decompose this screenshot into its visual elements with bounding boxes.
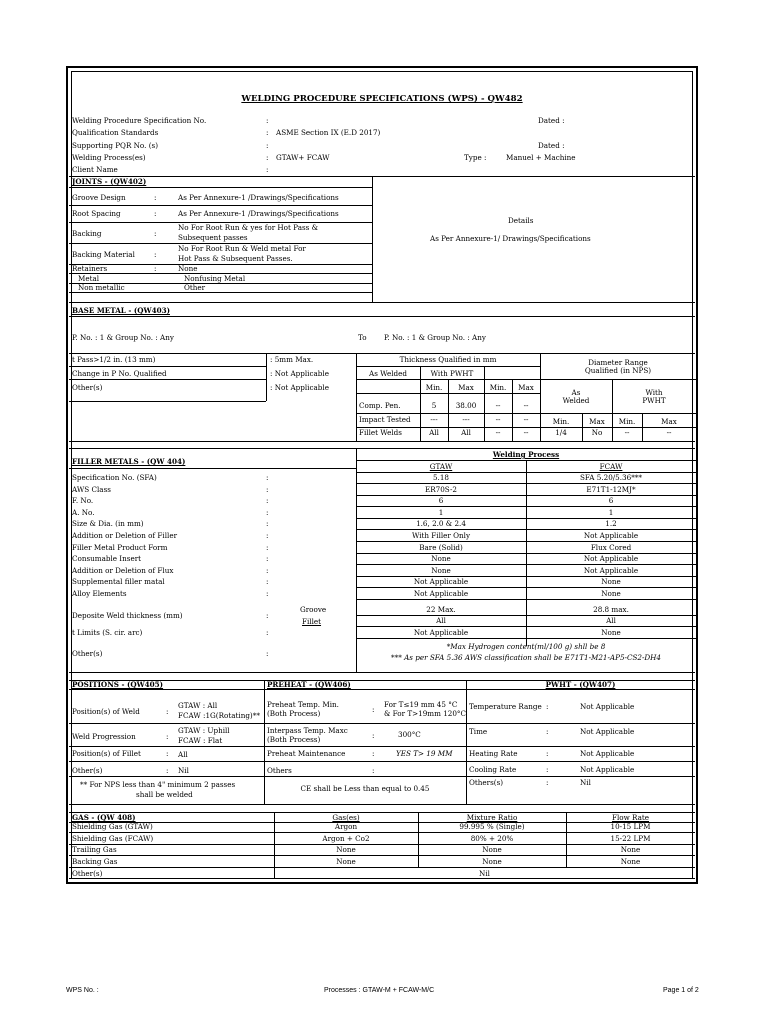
divider xyxy=(69,302,695,303)
pwht-cooling-label: Cooling Rate xyxy=(469,765,517,774)
divider xyxy=(69,441,695,442)
wps-no-label: Welding Procedure Specification No. xyxy=(72,116,207,125)
deposit-fillet-gtaw: All xyxy=(436,616,446,625)
backing-value: Subsequent passes xyxy=(178,233,248,242)
gas-row-gas: None xyxy=(336,857,356,866)
filler-row-fcaw: E71T1-12MJ* xyxy=(586,485,636,494)
pwht-time-label: Time xyxy=(469,727,488,736)
divider xyxy=(69,264,372,265)
preheat-min-value: For T≤19 mm 45 °C xyxy=(384,700,458,709)
change-pno-value: : Not Applicable xyxy=(270,369,329,378)
client-label: Client Name xyxy=(72,165,118,174)
colon: : xyxy=(266,116,269,125)
gas-row-mixture: 99.995 % (Single) xyxy=(459,822,525,831)
divider xyxy=(356,518,696,519)
groove-label: Groove Design xyxy=(72,193,126,202)
filler-row-label: F. No. xyxy=(72,496,94,505)
colon: : xyxy=(266,577,269,586)
with-pwht-dia-head: PWHT xyxy=(642,396,666,405)
filler-row-fcaw: 1 xyxy=(608,508,614,517)
comp-pen-value: -- xyxy=(495,401,501,410)
dated-label: Dated : xyxy=(538,116,565,125)
divider xyxy=(466,746,695,747)
divider xyxy=(69,176,695,177)
divider xyxy=(69,761,264,762)
filler-row-fcaw: 6 xyxy=(608,496,614,505)
max-head: Max xyxy=(458,383,474,392)
filler-row-fcaw: Not Applicable xyxy=(583,531,639,540)
positions-heading: POSITIONS - (QW405) xyxy=(72,680,164,689)
positions-note: ** For NPS less than 4" minimum 2 passes xyxy=(80,780,236,789)
tpass-value: : 5mm Max. xyxy=(270,355,314,364)
divider xyxy=(264,746,466,747)
colon: : xyxy=(372,766,375,775)
with-pwht-head: With PWHT xyxy=(430,369,474,378)
gas-others-value: Nil xyxy=(479,869,490,878)
metal-label: Metal xyxy=(78,274,100,283)
colon: : xyxy=(154,229,157,238)
colon: : xyxy=(154,264,157,273)
divider xyxy=(266,353,267,401)
divider xyxy=(69,672,695,673)
filler-row-gtaw: None xyxy=(431,566,451,575)
colon: : xyxy=(372,705,375,714)
filler-others-label: Other(s) xyxy=(72,649,103,658)
divider xyxy=(356,483,696,484)
divider xyxy=(356,495,696,496)
filler-row-fcaw: None xyxy=(601,589,621,598)
pno-from: P. No. : 1 & Group No. : Any xyxy=(72,333,174,342)
gas-row-mixture: None xyxy=(482,845,502,854)
divider xyxy=(372,176,373,302)
filler-row-gtaw: 1 xyxy=(438,508,444,517)
divider xyxy=(356,529,696,530)
fillet-sub-label: Fillet xyxy=(302,617,322,626)
divider xyxy=(69,723,264,724)
thickness-head: Thickness Qualified in mm xyxy=(399,355,497,364)
divider xyxy=(69,804,695,805)
filler-row-fcaw: 1.2 xyxy=(605,519,617,528)
interpass-label: (Both Process) xyxy=(267,735,321,744)
divider xyxy=(69,746,264,747)
tlimits-label: t Limits (S. cir. arc) xyxy=(72,628,143,637)
filler-row-label: AWS Class xyxy=(72,485,111,494)
gas-row-label: Trailing Gas xyxy=(72,845,117,854)
divider xyxy=(356,379,696,380)
ce-note: CE shall be Less than equal to 0.45 xyxy=(300,784,430,793)
pos-weld-value: FCAW :1G(Rotating)** xyxy=(178,711,260,720)
gas-row-gas: Argon xyxy=(334,822,358,831)
deposit-fillet-fcaw: All xyxy=(606,616,616,625)
pos-others-label: Other(s) xyxy=(72,766,103,775)
with-pwht-dia-head: With xyxy=(645,388,663,397)
divider xyxy=(69,468,356,469)
divider xyxy=(264,776,466,777)
fillet-welds-value: All xyxy=(461,428,471,437)
max-head: Max xyxy=(589,417,605,426)
filler-row-label: Specification No. (SFA) xyxy=(72,473,157,482)
pwht-temp-label: Temperature Range xyxy=(469,702,542,711)
filler-row-gtaw: 6 xyxy=(438,496,444,505)
classification-note: *** As per SFA 5.36 AWS classification shall be E71T1-M21-AP5-CS2-DH4 xyxy=(391,653,661,662)
divider xyxy=(356,564,696,565)
pwht-temp-value: Not Applicable xyxy=(580,702,635,711)
impact-value: --- xyxy=(462,415,470,424)
fillet-welds-value: All xyxy=(429,428,439,437)
divider xyxy=(466,761,695,762)
filler-row-gtaw: Bare (Solid) xyxy=(419,543,463,552)
pwht-others-label: Others(s) xyxy=(469,778,504,787)
pos-weld-value: GTAW : All xyxy=(178,701,218,710)
base-others-label: Other(s) xyxy=(72,383,103,392)
gas-row-mixture: None xyxy=(482,857,502,866)
footer-page: Page 1 of 2 xyxy=(663,987,699,994)
as-welded-dia-head: As xyxy=(571,388,581,397)
impact-value: --- xyxy=(430,415,438,424)
divider xyxy=(356,472,696,473)
gas-row-label: Shielding Gas (FCAW) xyxy=(72,834,154,843)
divider xyxy=(264,761,466,762)
divider xyxy=(69,292,372,293)
backing-material-label: Backing Material xyxy=(72,250,135,259)
colon: : xyxy=(166,732,169,741)
filler-row-fcaw: Flux Cored xyxy=(590,543,632,552)
gas-row-gas: None xyxy=(336,845,356,854)
colon: : xyxy=(266,611,269,620)
divider xyxy=(264,723,466,724)
pwht-heating-label: Heating Rate xyxy=(469,749,518,758)
fillet-welds-value: -- xyxy=(495,428,501,437)
interpass-value: 300°C xyxy=(398,730,421,739)
colon: : xyxy=(266,566,269,575)
colon: : xyxy=(154,250,157,259)
colon: : xyxy=(266,519,269,528)
mixture-col-head: Mixture Ratio xyxy=(466,813,518,822)
base-metal-heading: BASE METAL - (QW403) xyxy=(72,306,170,315)
details-value: As Per Annexure-1/ Drawings/Specifications xyxy=(430,234,591,243)
colon: : xyxy=(372,731,375,740)
divider xyxy=(356,460,696,461)
groove-value: As Per Annexure-1 /Drawings/Specifications xyxy=(178,193,339,202)
divider xyxy=(69,878,695,879)
comp-pen-value: 5 xyxy=(431,401,437,410)
colon: : xyxy=(266,128,269,137)
gas-others-label: Other(s) xyxy=(72,869,103,878)
pno-to: P. No. : 1 & Group No. : Any xyxy=(384,333,486,342)
preheat-maint-value: YES T> 19 MM xyxy=(396,749,453,758)
diameter-value: -- xyxy=(666,428,672,437)
pwht-heating-value: Not Applicable xyxy=(580,749,635,758)
divider xyxy=(356,626,696,627)
fillet-welds-value: -- xyxy=(523,428,529,437)
divider xyxy=(356,506,696,507)
pwht-cooling-value: Not Applicable xyxy=(580,765,635,774)
divider xyxy=(356,638,696,639)
gas-row-flow: None xyxy=(620,845,641,854)
deposit-label: Deposite Weld thickness (mm) xyxy=(72,611,183,620)
impact-label: Impact Tested xyxy=(359,415,411,424)
comp-pen-value: -- xyxy=(523,401,529,410)
filler-row-label: Alloy Elements xyxy=(72,589,127,598)
min-head: Min. xyxy=(425,383,443,392)
min-head: Min. xyxy=(552,417,570,426)
colon: : xyxy=(546,727,549,736)
colon: : xyxy=(266,554,269,563)
divider xyxy=(69,353,695,354)
divider xyxy=(466,680,467,804)
gas-row-gas: Argon + Co2 xyxy=(322,834,370,843)
diameter-value: -- xyxy=(624,428,630,437)
base-others-value: : Not Applicable xyxy=(270,383,329,392)
max-head: Max xyxy=(518,383,534,392)
filler-row-label: Size & Dia. (in mm) xyxy=(72,519,144,528)
filler-row-gtaw: ER70S-2 xyxy=(425,485,457,494)
divider xyxy=(69,401,266,402)
filler-row-gtaw: Not Applicable xyxy=(413,577,469,586)
page-title: WELDING PROCEDURE SPECIFICATIONS (WPS) - QW482 xyxy=(241,94,523,104)
divider xyxy=(69,855,695,856)
colon: : xyxy=(166,749,169,758)
root-label: Root Spacing xyxy=(72,209,121,218)
process-label: Welding Process(es) xyxy=(72,153,146,162)
min-head: Min. xyxy=(489,383,507,392)
colon: : xyxy=(154,193,157,202)
flow-col-head: Flow Rate xyxy=(611,813,650,822)
filler-row-label: Supplemental filler matal xyxy=(72,577,165,586)
preheat-maint-label: Preheat Maintenance xyxy=(267,749,346,758)
filler-row-label: Addition or Deletion of Filler xyxy=(72,531,178,540)
divider xyxy=(540,413,696,414)
colon: : xyxy=(266,589,269,598)
preheat-heading: PREHEAT - (QW406) xyxy=(267,680,351,689)
min-head: Min. xyxy=(618,417,636,426)
diameter-head: Qualified (in NPS) xyxy=(584,366,652,375)
colon: : xyxy=(266,649,269,658)
divider xyxy=(69,832,695,833)
divider xyxy=(356,366,540,367)
pos-fillet-label: Position(s) of Fillet xyxy=(72,749,141,758)
divider xyxy=(69,812,695,813)
backing-value: No For Root Run & yes for Hot Pass & xyxy=(178,223,319,232)
qualification-value: ASME Section IX (E.D 2017) xyxy=(276,128,381,137)
welding-process-head: Welding Process xyxy=(492,450,560,459)
colon: : xyxy=(372,749,375,758)
divider xyxy=(69,205,372,206)
gas-row-flow: 10-15 LPM xyxy=(610,822,651,831)
fillet-welds-label: Fillet Welds xyxy=(359,428,402,437)
colon: : xyxy=(546,778,549,787)
hydrogen-note: *Max Hydrogen content(ml/100 g) shll be 8 xyxy=(446,642,606,651)
footer-wps-no: WPS No. : xyxy=(66,987,99,994)
filler-heading: FILLER METALS - (QW 404) xyxy=(72,457,186,466)
preheat-min-value: & For T>19mm 120°C xyxy=(384,709,467,718)
colon: : xyxy=(266,531,269,540)
divider xyxy=(356,413,540,414)
filler-row-gtaw: 5.18 xyxy=(432,473,449,482)
colon: : xyxy=(154,209,157,218)
colon: : xyxy=(266,628,269,637)
positions-note: shall be welded xyxy=(136,790,193,799)
divider xyxy=(356,615,696,616)
groove-sub-label: Groove xyxy=(300,605,327,614)
tpass-label: t Pass>1/2 in. (13 mm) xyxy=(72,355,156,364)
colon: : xyxy=(266,473,269,482)
colon: : xyxy=(266,141,269,150)
divider xyxy=(466,776,695,777)
pos-weld-label: Position(s) of Weld xyxy=(72,707,140,716)
gas-col-head: Gas(es) xyxy=(332,813,360,822)
divider xyxy=(69,689,695,690)
backing-material-value: No For Root Run & Weld metal For xyxy=(178,244,306,253)
divider xyxy=(69,448,695,449)
filler-row-fcaw: Not Applicable xyxy=(583,554,639,563)
gas-row-flow: None xyxy=(620,857,641,866)
divider xyxy=(69,187,372,188)
root-value: As Per Annexure-1 /Drawings/Specifications xyxy=(178,209,339,218)
divider xyxy=(69,379,266,380)
filler-row-fcaw: None xyxy=(601,577,621,586)
tlimits-fcaw: None xyxy=(601,628,621,637)
colon: : xyxy=(266,165,269,174)
colon: : xyxy=(266,508,269,517)
filler-row-gtaw: With Filler Only xyxy=(411,531,471,540)
filler-row-fcaw: SFA 5.20/5.36*** xyxy=(580,473,642,482)
comp-pen-label: Comp. Pen. xyxy=(359,401,401,410)
colon: : xyxy=(266,153,269,162)
gas-row-mixture: 80% + 20% xyxy=(470,834,514,843)
gas-heading: GAS - (QW 408) xyxy=(72,813,136,822)
gtaw-head: GTAW xyxy=(429,462,453,471)
to-label: To xyxy=(358,333,367,342)
colon: : xyxy=(546,749,549,758)
nonmetal-label: Non metallic xyxy=(78,283,125,292)
preheat-min-label: Preheat Temp. Min. xyxy=(267,700,339,709)
divider xyxy=(356,599,696,600)
colon: : xyxy=(166,766,169,775)
filler-row-label: Consumable Insert xyxy=(72,554,142,563)
colon: : xyxy=(266,485,269,494)
backing-label: Backing xyxy=(72,229,102,238)
qualification-label: Qualification Standards xyxy=(72,128,159,137)
filler-row-label: Addition or Deletion of Flux xyxy=(72,566,174,575)
filler-row-fcaw: Not Applicable xyxy=(583,566,639,575)
divider xyxy=(356,553,696,554)
gas-row-label: Backing Gas xyxy=(72,857,118,866)
pwht-time-value: Not Applicable xyxy=(580,727,635,736)
interpass-label: Interpass Temp. Maxc xyxy=(267,726,348,735)
max-head: Max xyxy=(661,417,677,426)
filler-row-label: A. No. xyxy=(72,508,95,517)
retainers-label: Retainers xyxy=(72,264,108,273)
change-pno-label: Change in P No. Qualified xyxy=(72,369,167,378)
comp-pen-value: 38.00 xyxy=(455,401,477,410)
filler-row-label: Filler Metal Product Form xyxy=(72,543,168,552)
dated-label: Dated : xyxy=(538,141,565,150)
details-label: Details xyxy=(508,216,534,225)
preheat-min-label: (Both Process) xyxy=(267,709,321,718)
progression-label: Weld Progression xyxy=(72,732,136,741)
divider xyxy=(69,316,695,317)
retainers-value: None xyxy=(178,264,198,273)
colon: : xyxy=(546,702,549,711)
pqr-label: Supporting PQR No. (s) xyxy=(72,141,159,150)
divider xyxy=(356,541,696,542)
filler-row-gtaw: Not Applicable xyxy=(413,589,469,598)
pos-others-value: Nil xyxy=(178,766,189,775)
nonmetal-value: Other xyxy=(184,283,206,292)
divider xyxy=(466,723,695,724)
colon: : xyxy=(546,765,549,774)
divider xyxy=(356,587,696,588)
footer-processes: Processes : GTAW-M + FCAW-M/C xyxy=(324,987,435,994)
fcaw-head: FCAW xyxy=(599,462,623,471)
colon: : xyxy=(266,496,269,505)
filler-row-gtaw: 1.6, 2.0 & 2.4 xyxy=(416,519,466,528)
pwht-heading: PWHT - (QW407) xyxy=(545,680,616,689)
progression-value: GTAW : Uphill xyxy=(178,726,230,735)
process-value: GTAW+ FCAW xyxy=(276,153,330,162)
type-label: Type : xyxy=(464,153,487,162)
deposit-groove-gtaw: 22 Max. xyxy=(426,605,456,614)
divider xyxy=(69,844,695,845)
diameter-head: Diameter Range xyxy=(588,358,648,367)
preheat-others-label: Others xyxy=(267,766,292,775)
divider xyxy=(356,393,540,394)
filler-row-gtaw: None xyxy=(431,554,451,563)
diameter-value: No xyxy=(591,428,603,437)
tlimits-gtaw: Not Applicable xyxy=(413,628,469,637)
divider xyxy=(69,366,266,367)
gas-row-label: Shielding Gas (GTAW) xyxy=(72,822,153,831)
as-welded-head: As Welded xyxy=(369,369,407,378)
divider xyxy=(356,576,696,577)
deposit-groove-fcaw: 28.8 max. xyxy=(593,605,629,614)
colon: : xyxy=(266,543,269,552)
impact-value: -- xyxy=(523,415,529,424)
document-body xyxy=(66,66,698,884)
pwht-others-value: Nil xyxy=(580,778,591,787)
divider xyxy=(69,867,695,868)
progression-value: FCAW : Flat xyxy=(178,736,223,745)
joints-heading: JOINTS - (QW402) xyxy=(72,177,147,186)
pos-fillet-value: All xyxy=(178,750,188,759)
type-value: Manuel + Machine xyxy=(506,153,576,162)
backing-material-value: Hot Pass & Subsequent Passes. xyxy=(178,254,293,263)
colon: : xyxy=(166,707,169,716)
gas-row-flow: 15-22 LPM xyxy=(610,834,651,843)
divider xyxy=(69,776,264,777)
diameter-value: 1/4 xyxy=(555,428,567,437)
metal-value: Nonfusing Metal xyxy=(184,274,246,283)
as-welded-dia-head: Welded xyxy=(562,396,590,405)
impact-value: -- xyxy=(495,415,501,424)
